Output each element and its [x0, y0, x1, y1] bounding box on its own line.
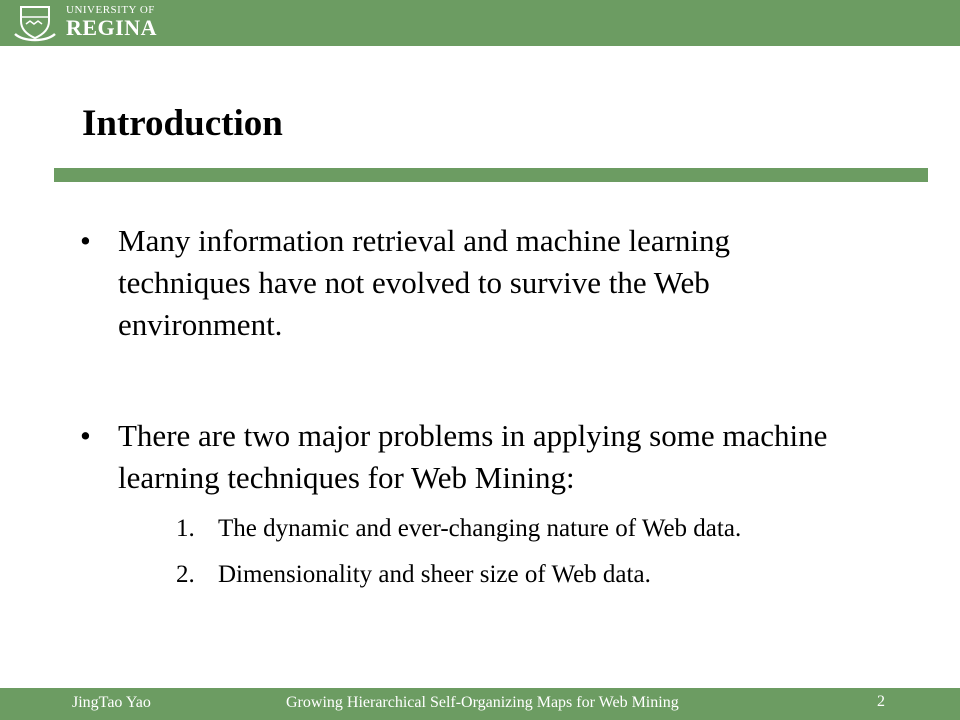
- item-text: The dynamic and ever-changing nature of Web data.: [218, 515, 742, 542]
- university-label-big: REGINA: [66, 15, 158, 40]
- item-text: Dimensionality and sheer size of Web data.: [218, 561, 651, 588]
- university-logo-text: [66, 4, 157, 39]
- bullet-item-1: [80, 220, 860, 346]
- footer-title: Growing Hierarchical Self-Organizing Maps for Web Mining: [286, 694, 679, 711]
- header-bar: [0, 0, 960, 46]
- item-number: 2.: [176, 561, 195, 588]
- university-label-small: UNIVERSITY OF: [66, 4, 155, 16]
- university-crest-icon: [12, 4, 58, 42]
- bullet-item-2: [80, 415, 860, 499]
- bullet-marker: •: [80, 223, 91, 258]
- slide-title: Introduction: [82, 103, 283, 144]
- numbered-item-2: [176, 560, 916, 590]
- item-number: 1.: [176, 515, 195, 542]
- numbered-item-1: [176, 514, 916, 544]
- title-underline-bar: [54, 168, 928, 182]
- bullet-text: Many information retrieval and machine learning techniques have not evolved to survive the Web environment.: [118, 223, 731, 342]
- bullet-marker: •: [80, 418, 91, 453]
- footer-author: JingTao Yao: [72, 694, 151, 711]
- page-number: 2: [877, 693, 885, 710]
- bullet-text: There are two major problems in applying some machine learning techniques for Web Mining:: [118, 418, 828, 495]
